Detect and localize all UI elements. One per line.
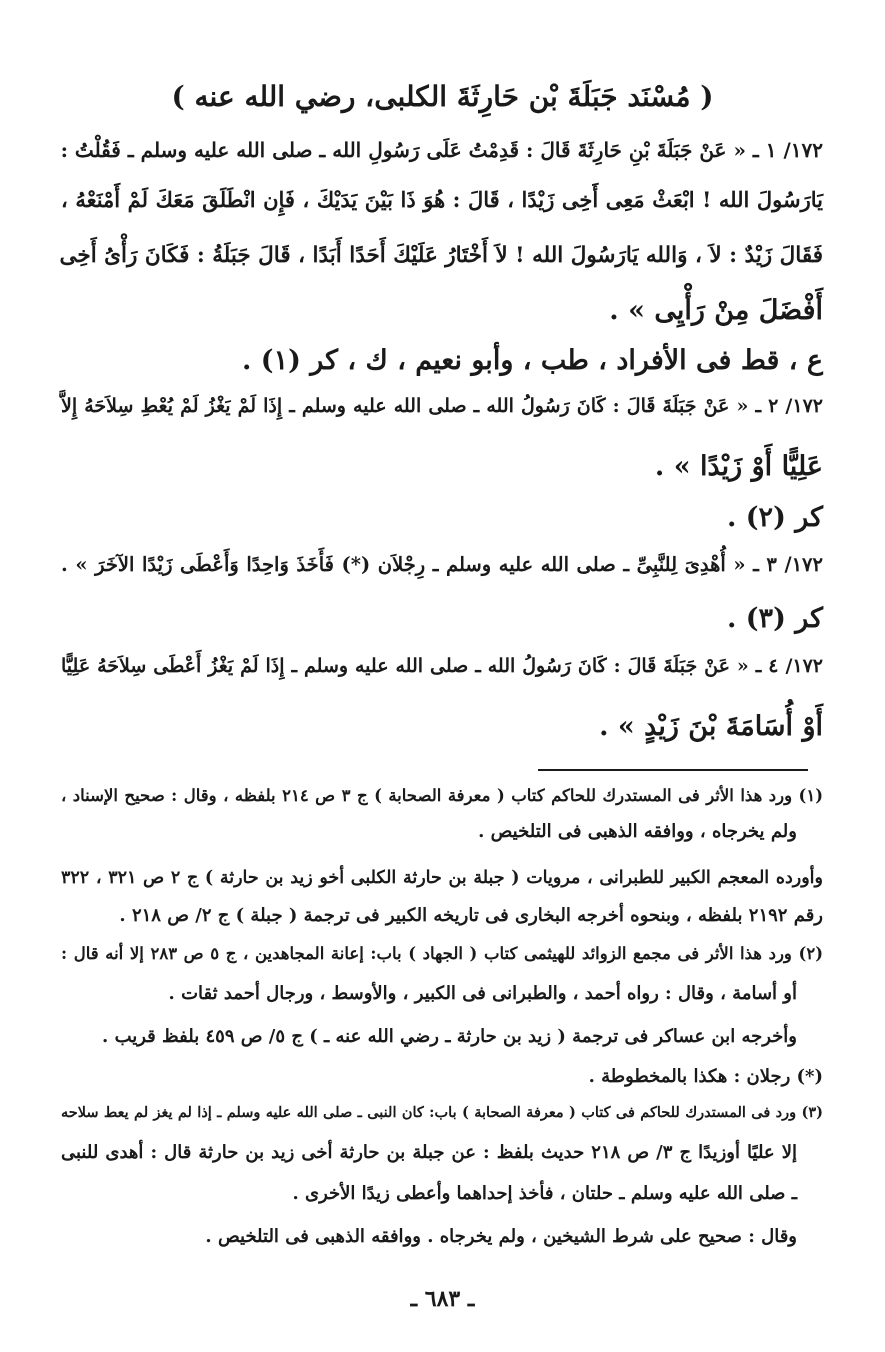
hadith-4-line-2: أَوْ أُسَامَةَ بْنَ زَيْدٍ » . — [599, 711, 823, 742]
footnote-3-line-3: ـ صلى الله عليه وسلم ـ حلتان ، فأخذ إحداهما وأعطى زيدًا الأخرى . — [292, 1183, 797, 1204]
hadith-2-line-2: عَلِيًّا أَوْ زَيْدًا » . — [654, 451, 823, 482]
hadith-2-line-1: ١٧٢/ ٢ ـ « عَنْ جَبَلَةَ قَالَ : كَانَ رَسُولُ الله ـ صلى الله عليه وسلم ـ إِذَا لَمْ يَغْزُ لَمْ يُعْطِ سِلاَحَهُ إِلاَّ — [61, 395, 824, 417]
footnote-3-line-4: وقال : صحيح على شرط الشيخين ، ولم يخرجاه . ووافقه الذهبى فى التلخيص . — [205, 1226, 797, 1247]
footnote-1-line-3: وأورده المعجم الكبير للطبرانى ، مرويات ( جبلة بن حارثة الكلبى أخو زيد بن حارثة ) ج ٢ ص ٣٢١ ، ٣٢٢ — [61, 868, 823, 888]
hadith-1-line-2: يَارَسُولَ الله ! ابْعَثْ مَعِى أَخِى زَيْدًا ، قَالَ : هُوَ ذَا بَيْنَ يَدَيْكَ ، فَإِن انْطَلَقَ مَعَكَ لَمْ أَمْنَعْهُ ، — [61, 187, 823, 212]
footnote-separator — [538, 769, 808, 771]
hadith-1-line-1: ١٧٢/ ١ ـ « عَنْ جَبَلَةَ بْنِ حَارِثَةَ قَالَ : قَدِمْتُ عَلَى رَسُولِ الله ـ صلى الله عليه وسلم ـ فَقُلْتُ : — [60, 138, 823, 162]
hadith-3-line-1: ١٧٢/ ٣ ـ « أُهْدِىَ لِلنَّبِىِّ ـ صلى الله عليه وسلم ـ رِجْلاَن (*) فَأَخَذَ وَاحِدًا وَأَعْطَى زَيْدًا الآخَرَ » . — [61, 553, 823, 576]
hadith-4-line-1: ١٧٢/ ٤ ـ « عَنْ جَبَلَةَ قَالَ : كَانَ رَسُولُ الله ـ صلى الله عليه وسلم ـ إِذَا لَمْ يَغْزُ أَعْطَى سِلاَحَهُ عَلِيًّا — [61, 655, 824, 677]
footnote-2-line-3: وأخرجه ابن عساكر فى ترجمة ( زيد بن حارثة ـ رضي الله عنه ـ ) ج ٥/ ص ٤٥٩ بلفظ قريب . — [102, 1026, 797, 1047]
footnote-2-line-1: (٢) ورد هذا الأثر فى مجمع الزوائد للهيثمى كتاب ( الجهاد ) باب: إعانة المجاهدين ، ج ٥ ص ٢٨٣ إلا أنه قال : — [61, 944, 823, 963]
footnote-2-line-2: أو أسامة ، وقال : رواه أحمد ، والطبرانى فى الكبير ، والأوسط ، ورجال أحمد ثقات . — [168, 983, 797, 1004]
footnote-3-line-2: إلا عليًا أوزيدًا ج ٣/ ص ٢١٨ حديث بلفظ : عن جبلة بن حارثة أخى زيد بن حارثة قال : أهدى للنبى — [61, 1142, 797, 1163]
hadith-1-line-4: أَفْضَلَ مِنْ رَأْيِى » . — [609, 295, 823, 326]
hadith-2-sources: كر (٢) . — [726, 502, 823, 533]
footnote-star: (*) رجلان : هكذا بالمخطوطة . — [588, 1066, 823, 1087]
musnad-title: ( مُسْنَد جَبَلَةَ بْن حَارِثَةَ الكلبى، رضي الله عنه ) — [171, 80, 714, 113]
hadith-1-sources: ع ، قط فى الأفراد ، طب ، وأبو نعيم ، ك ، كر (١) . — [242, 345, 823, 376]
hadith-1-line-3: فَقَالَ زَيْدٌ : لاَ ، وَالله يَارَسُولَ الله ! لاَ أَخْتَارُ عَلَيْكَ أَحَدًا أَبَدًا ، قَالَ جَبَلَةُ : فَكَانَ رَأْىُ أَخِى — [59, 243, 823, 268]
footnote-1-line-2: ولم يخرجاه ، ووافقه الذهبى فى التلخيص . — [478, 821, 797, 842]
page-number: ـ ٦٨٣ ـ — [410, 1286, 475, 1312]
footnote-3-line-1: (٣) ورد فى المستدرك للحاكم فى كتاب ( معرفة الصحابة ) باب: كان النبى ـ صلى الله عليه وسلم ـ إذا لم يغز لم يعط سلاحه — [61, 1104, 823, 1121]
footnote-1-line-4: رقم ٢١٩٢ بلفظه ، وبنحوه أخرجه البخارى فى تاريخه الكبير فى ترجمة ( جبلة ) ج ٢/ ص ٢١٨ . — [119, 905, 823, 926]
hadith-3-sources: كر (٣) . — [726, 603, 823, 634]
footnote-1-line-1: (١) ورد هذا الأثر فى المستدرك للحاكم كتاب ( معرفة الصحابة ) ج ٣ ص ٢١٤ بلفظه ، وقال : صحيح الإسناد ، — [61, 786, 824, 805]
